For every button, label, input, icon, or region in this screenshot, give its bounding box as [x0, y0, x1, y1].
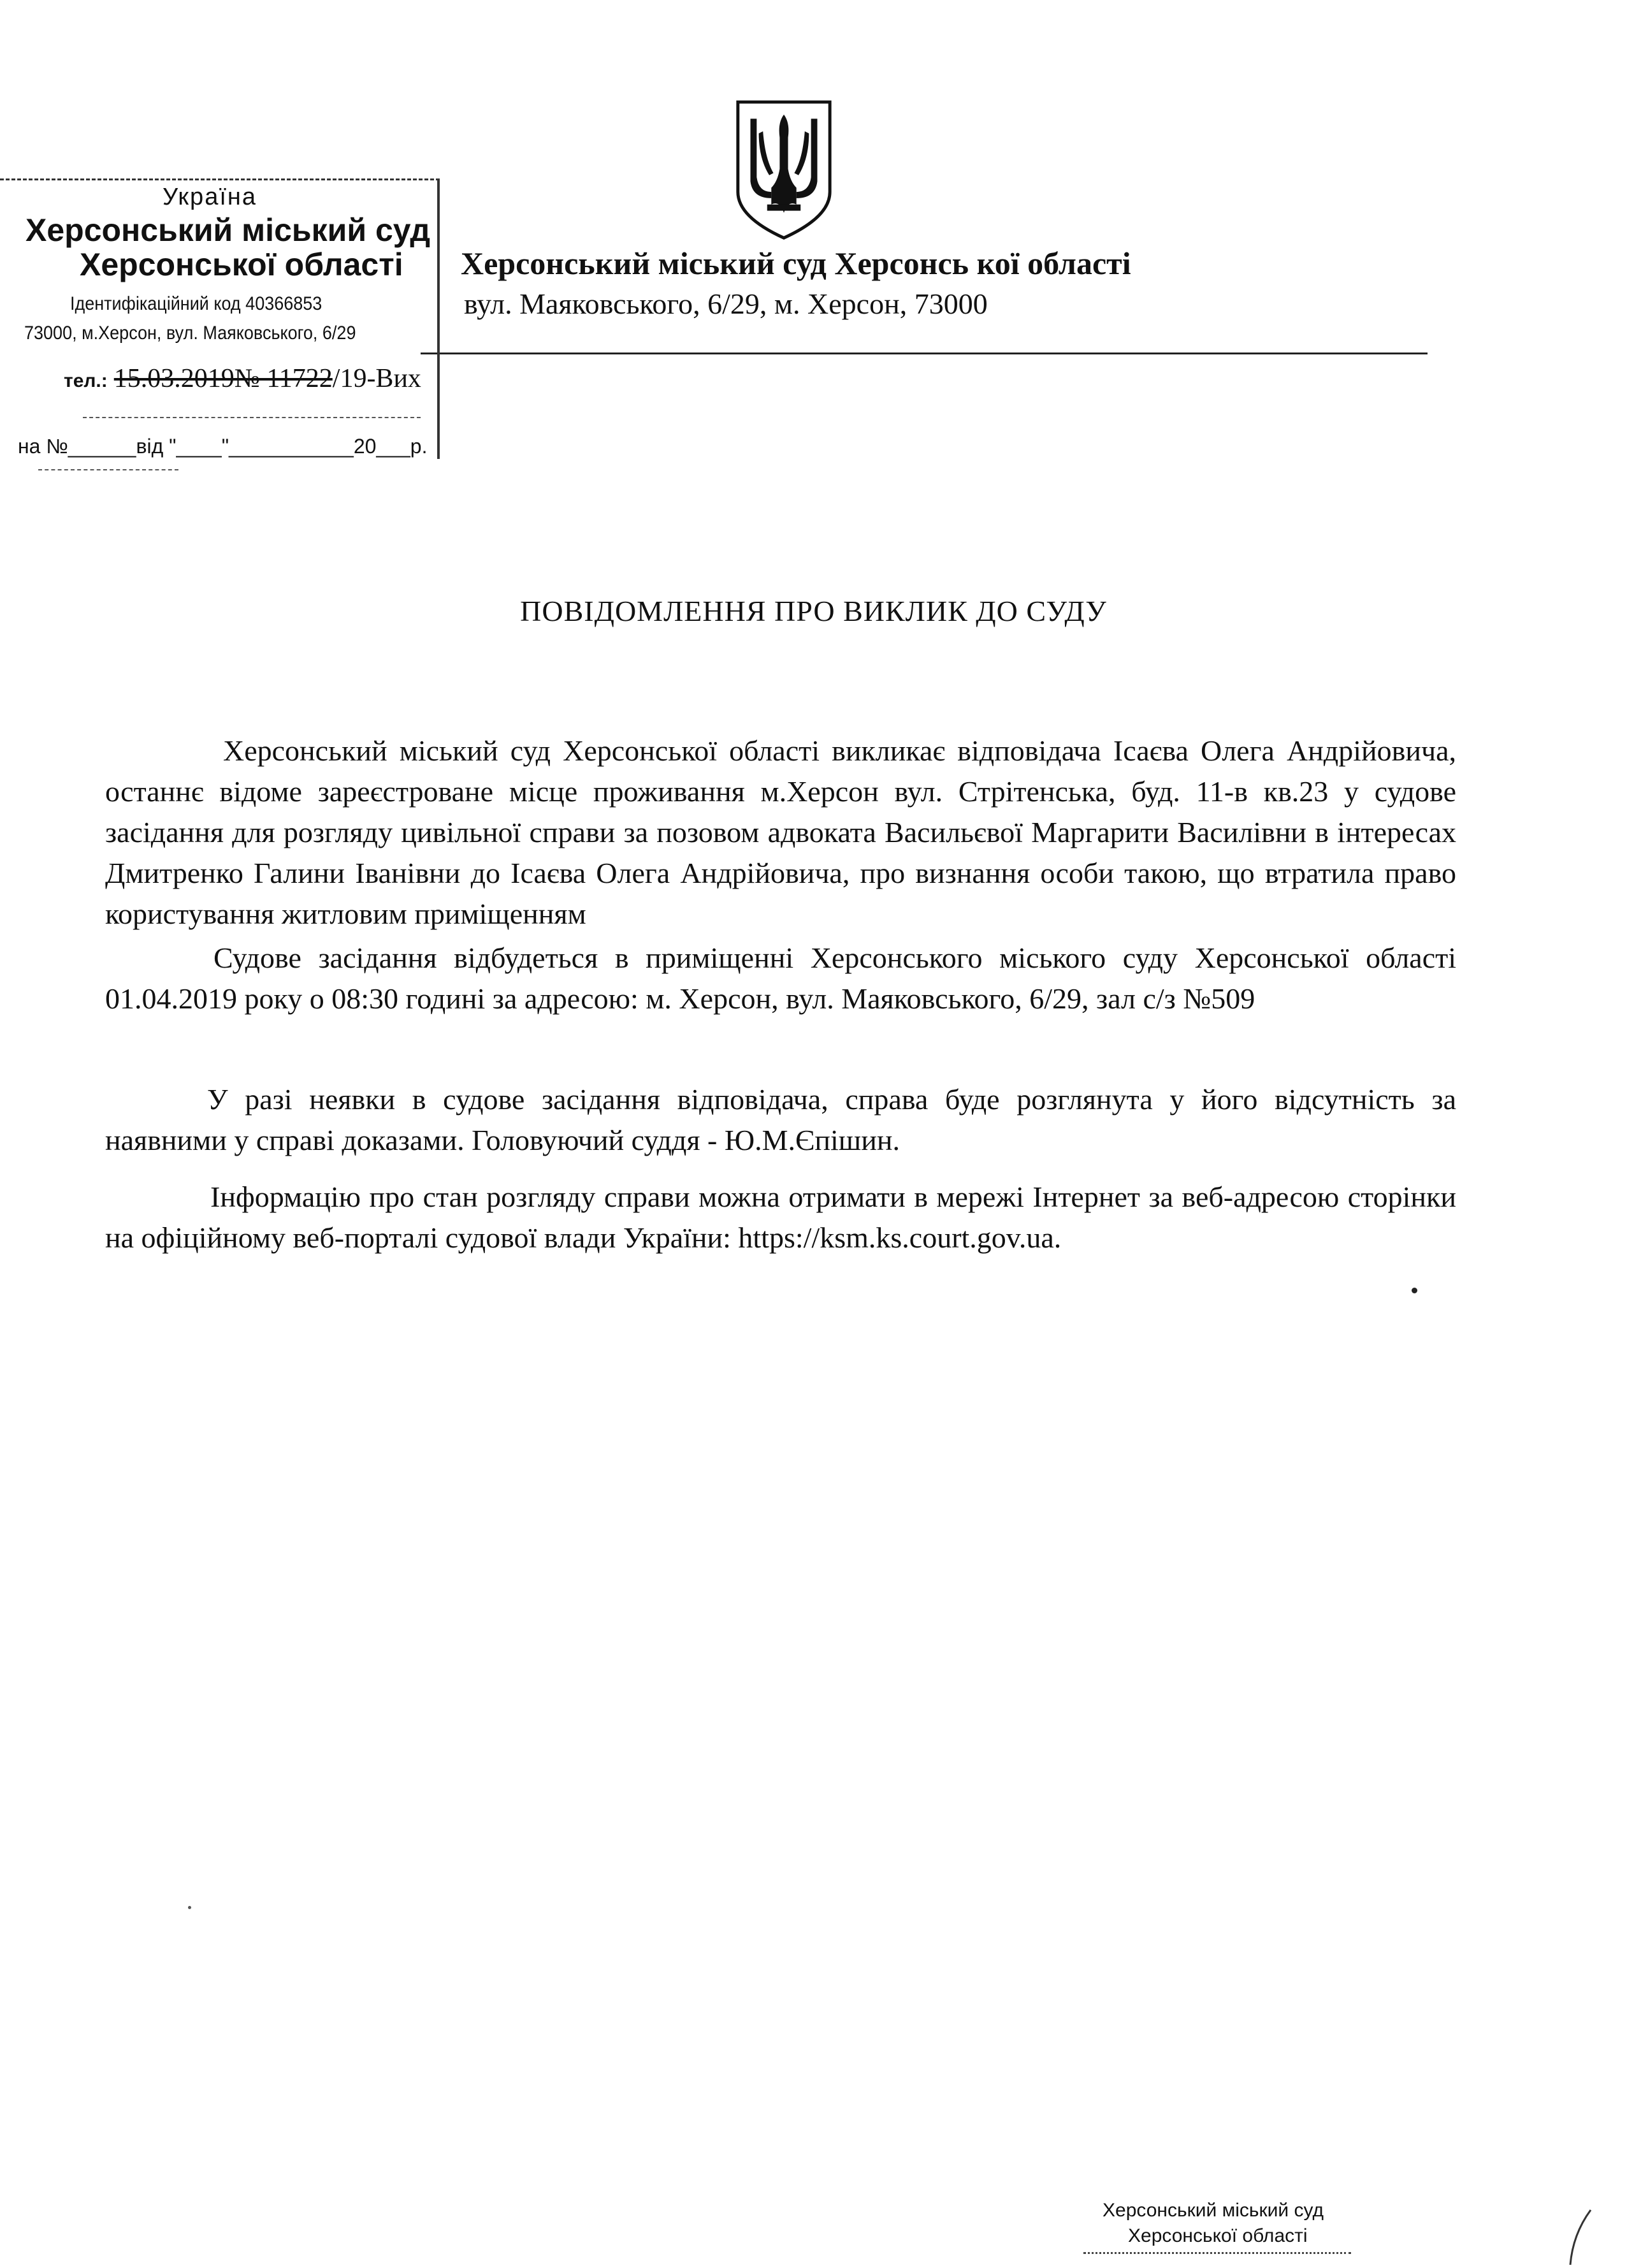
- notice-paragraph: Інформацію про стан розгляду справи можна отримати в мережі Інтернет за веб-адресою сторінки на офіційному веб-порталі судової влади України: https://ksm.ks.court.gov.ua.: [105, 1181, 1456, 1254]
- trident-emblem-icon: [732, 94, 836, 244]
- scan-speck: [1412, 1288, 1417, 1293]
- letterhead-court-name: Херсонський міський суд Херсонсь кої області: [461, 245, 1131, 281]
- stamp-underline: [38, 469, 178, 470]
- stamp-registration: [64, 363, 421, 394]
- stamp-region: Херсонської області: [80, 247, 403, 282]
- letterhead-divider: [421, 353, 1428, 354]
- notice-paragraph: Судове засідання відбудеться в приміщенні Херсонського міського суду Херсонської області 01.04.2019 року о 08:30 годині за адресою: м. Херсон, вул. Маяковського, 6/29, зал с/з №509: [105, 941, 1456, 1015]
- notice-title: ПОВІДОМЛЕННЯ ПРО ВИКЛИК ДО СУДУ: [520, 595, 1107, 627]
- stamp-tel-label: тел.:: [64, 370, 108, 391]
- stamp-reference: на №______від "____"___________20___р.: [18, 435, 428, 458]
- footer-stamp-rule: [1083, 2252, 1351, 2254]
- notice-paragraph: У разі неявки в судове засідання відповідача, справа буде розглянута у його відсутність за наявними у справі доказами. Головуючий суддя - Ю.М.Єпішин.: [105, 1083, 1456, 1156]
- footer-stamp-court: Херсонський міський суд: [1103, 2200, 1324, 2221]
- letterhead-address: вул. Маяковського, 6/29, м. Херсон, 73000: [464, 287, 988, 320]
- stamp-country: Україна: [163, 184, 257, 210]
- stamp-underline: [83, 417, 421, 418]
- stamp-border: [0, 178, 440, 180]
- stamp-court: Херсонський міський суд: [25, 212, 431, 248]
- registration-stamp: [0, 172, 459, 478]
- stamp-border: [437, 178, 440, 459]
- notice-paragraph: Херсонський міський суд Херсонської області викликає відповідача Ісаєва Олега Андрійовича, останнє відоме зареєстроване місце проживання м.Херсон вул. Стрітенська, буд. 11-в кв.23 у судове засідання для розгляду цивільної справи за позовом адвоката Васильєвої Маргарити Василівни в інтересах Дмитренко Галини Іванівни до Ісаєва Олега Андрійовича, про визнання особи такою, що втратила право користування житловим приміщенням: [105, 734, 1456, 930]
- stamp-address: 73000, м.Херсон, вул. Маяковського, 6/29: [24, 323, 356, 344]
- footer-stamp: [1083, 2196, 1593, 2268]
- stamp-reg-suffix: /19-Вих: [332, 364, 421, 393]
- scan-speck: [188, 1906, 191, 1909]
- stamp-reg-number: 15.03.2019№ 11722: [113, 364, 333, 393]
- footer-stamp-region: Херсонської області: [1128, 2225, 1308, 2246]
- stamp-id-code: Ідентифікаційний код 40366853: [70, 293, 322, 314]
- stamp-edge-mark: [1568, 2209, 1593, 2266]
